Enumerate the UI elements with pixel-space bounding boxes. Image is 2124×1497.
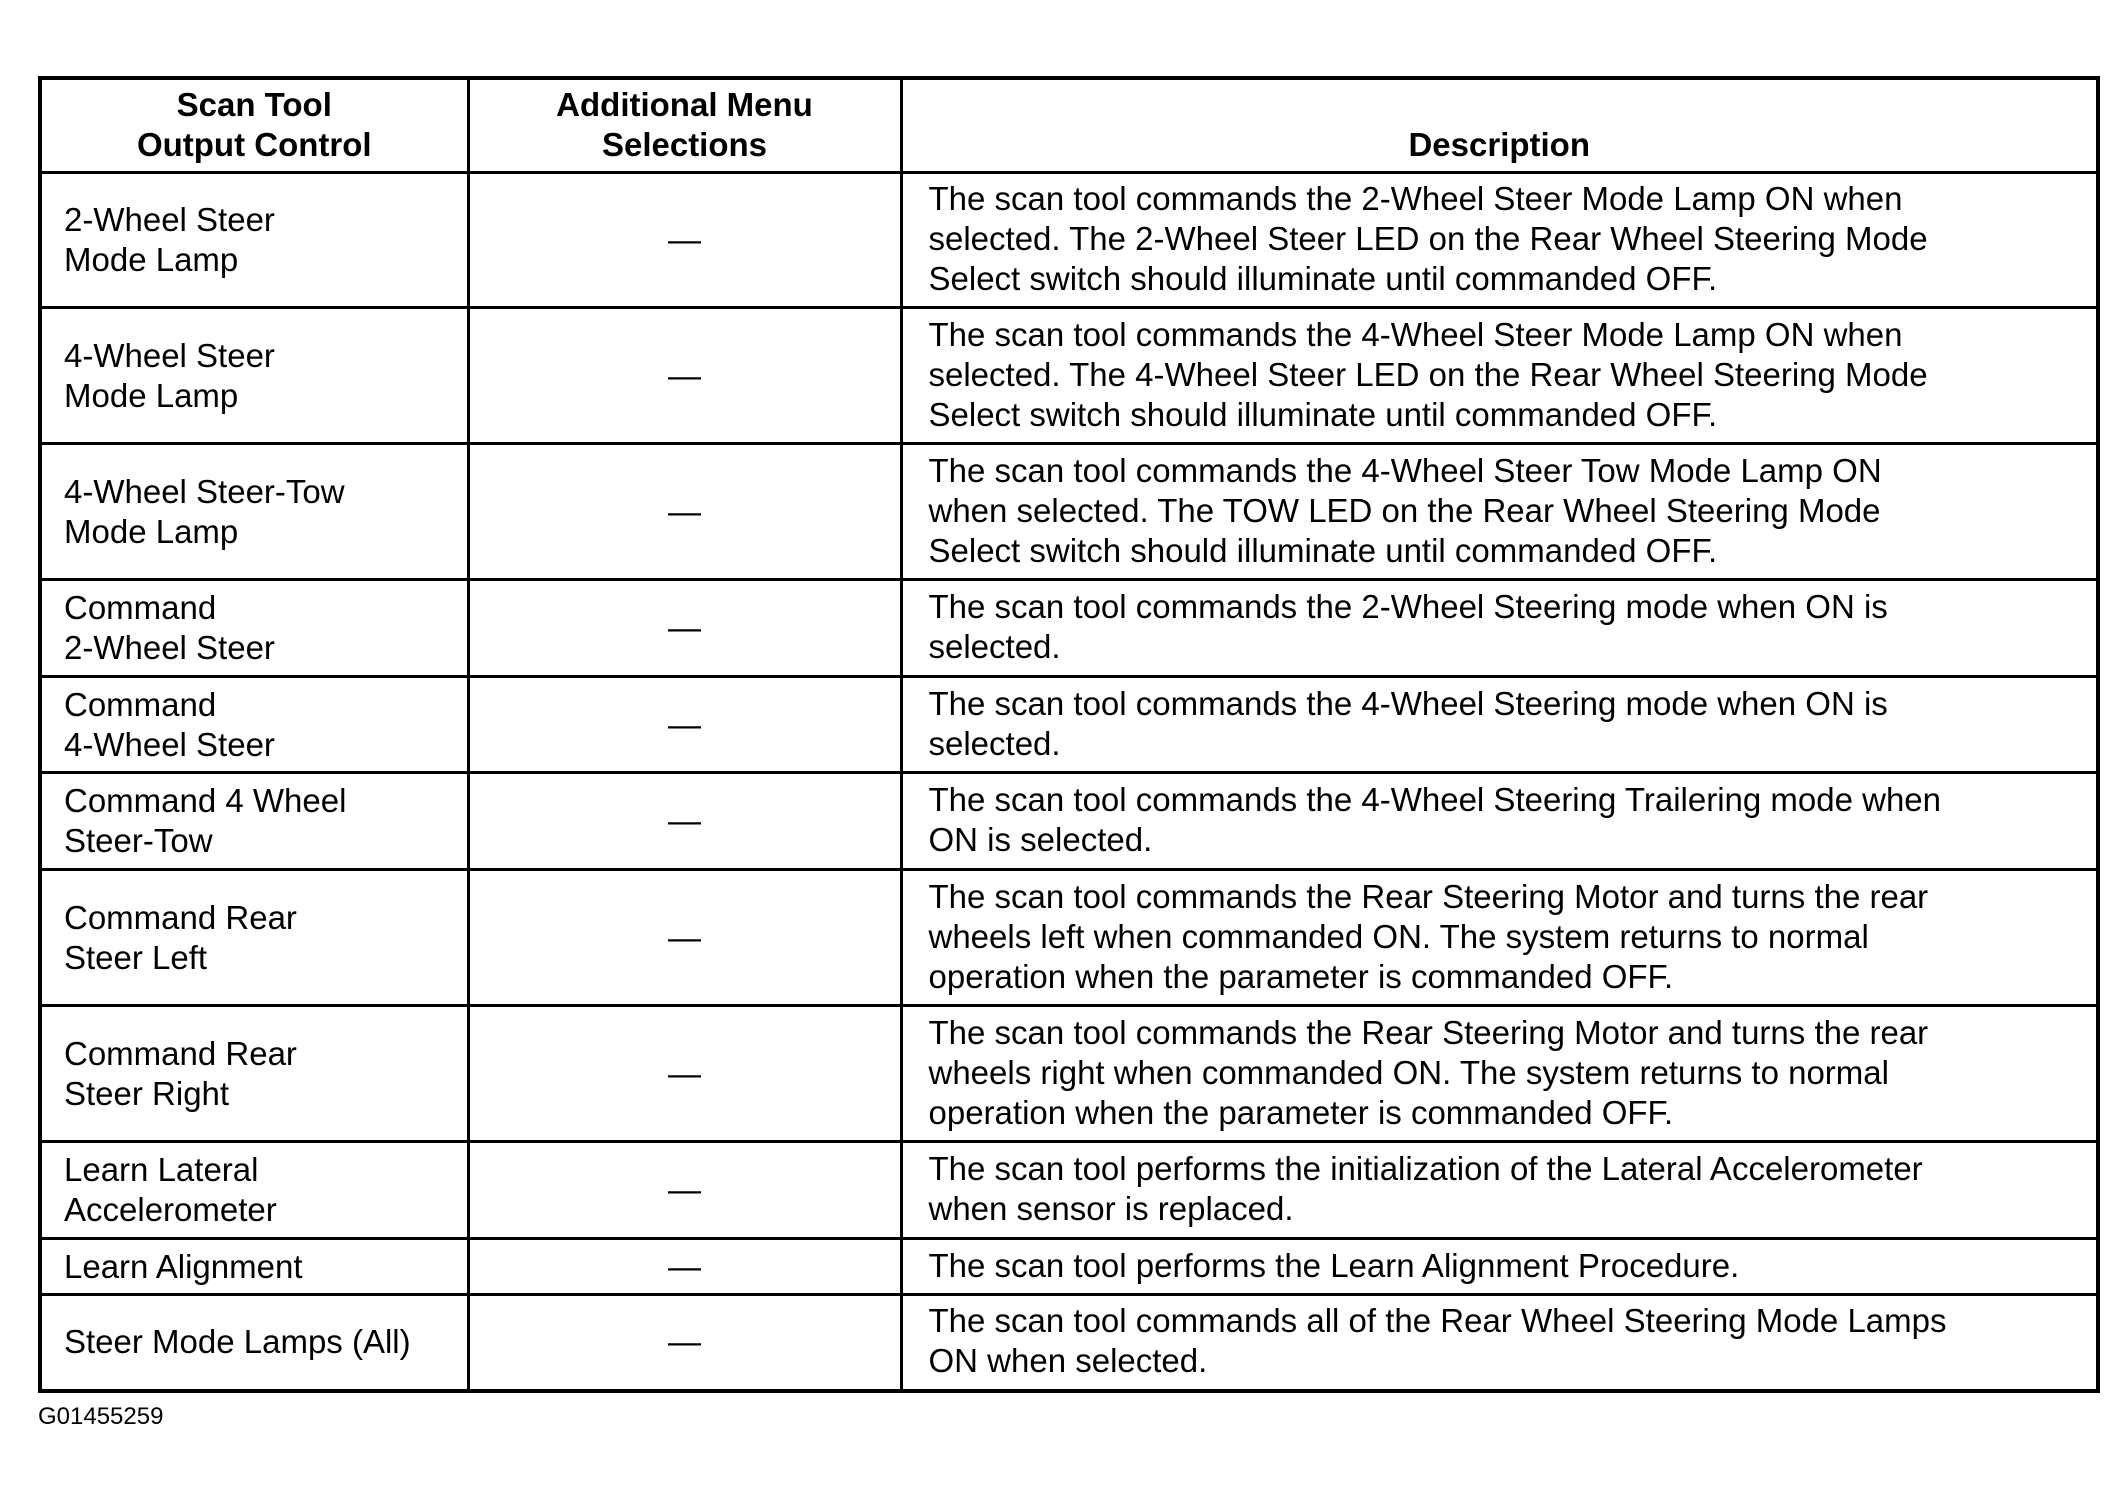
output-control-text: Command Rear <box>64 898 297 936</box>
menu-selection-dash: — <box>668 356 701 394</box>
table-row <box>40 677 2098 773</box>
table-row <box>40 870 2098 1006</box>
header-description <box>901 78 2098 173</box>
description-text: Select switch should illuminate until commanded OFF. <box>928 260 1718 297</box>
output-control-text: Learn Lateral <box>64 1151 259 1188</box>
header-text: Selections <box>601 126 768 163</box>
menu-selection-dash: — <box>668 492 701 530</box>
description-cell <box>901 308 2098 444</box>
menu-selection-dash: — <box>668 1054 701 1092</box>
menu-selection-dash: — <box>668 802 701 839</box>
output-control-cell <box>40 444 468 580</box>
description-text: The scan tool performs the Learn Alignment Procedure. <box>928 1246 1740 1284</box>
output-control-text: Mode Lamp <box>64 241 239 278</box>
output-control-cell <box>40 173 468 308</box>
output-control-text: Steer Mode Lamps (All) <box>64 1323 411 1361</box>
table-row <box>40 1006 2098 1142</box>
menu-selection-dash: — <box>668 221 701 258</box>
menu-selection-dash: — <box>668 705 701 743</box>
description-text: selected. The 4-Wheel Steer LED on the Rear Wheel Steering Mode <box>928 355 1928 393</box>
description-text: The scan tool commands the 4-Wheel Steering Trailering mode when <box>928 781 1942 818</box>
output-control-text: Command <box>64 685 217 723</box>
table-row <box>40 1295 2098 1391</box>
menu-selection-cell <box>468 1295 901 1391</box>
output-control-cell <box>40 1006 468 1142</box>
output-control-cell <box>40 1142 468 1239</box>
description-text: selected. <box>928 628 1061 665</box>
output-control-text: Accelerometer <box>64 1191 277 1228</box>
description-text: selected. <box>928 724 1061 762</box>
output-control-text: Command 4 Wheel <box>64 782 347 819</box>
description-text: when sensor is replaced. <box>928 1190 1294 1227</box>
menu-selection-cell <box>468 1239 901 1295</box>
table-header <box>40 78 2098 173</box>
output-control-text: Mode Lamp <box>64 376 239 414</box>
description-text: ON is selected. <box>928 821 1153 858</box>
table-row <box>40 773 2098 870</box>
output-controls-table <box>38 76 2100 1393</box>
table-row <box>40 1142 2098 1239</box>
output-control-text: 4-Wheel Steer <box>64 725 275 763</box>
description-text: The scan tool commands the 4-Wheel Steer Tow Mode Lamp ON <box>928 451 1882 489</box>
table-row <box>40 1239 2098 1295</box>
description-text: ON when selected. <box>928 1342 1208 1380</box>
table-row <box>40 173 2098 308</box>
menu-selection-dash: — <box>668 1171 701 1208</box>
header-text: Scan Tool <box>176 86 332 123</box>
output-control-text: 2-Wheel Steer <box>64 629 275 666</box>
description-cell <box>901 173 2098 308</box>
header-additional-menu-selections <box>468 78 901 173</box>
output-control-text: 4-Wheel Steer <box>64 336 275 374</box>
menu-selection-cell <box>468 1006 901 1142</box>
description-cell <box>901 1239 2098 1295</box>
output-control-text: Steer Left <box>64 938 208 976</box>
menu-selection-dash: — <box>668 1247 701 1285</box>
description-text: wheels left when commanded ON. The system returns to normal <box>928 917 1869 955</box>
description-text: The scan tool commands the 2-Wheel Steer Mode Lamp ON when <box>928 180 1903 217</box>
table-row <box>40 444 2098 580</box>
description-text: The scan tool commands the 2-Wheel Steering mode when ON is <box>928 588 1888 625</box>
menu-selection-cell <box>468 173 901 308</box>
menu-selection-cell <box>468 870 901 1006</box>
output-control-text: 2-Wheel Steer <box>64 201 275 238</box>
output-control-cell <box>40 773 468 870</box>
description-cell <box>901 444 2098 580</box>
description-cell <box>901 1142 2098 1239</box>
output-control-cell <box>40 870 468 1006</box>
menu-selection-dash: — <box>668 609 701 646</box>
output-control-text: Command Rear <box>64 1034 297 1072</box>
description-text: The scan tool commands the 4-Wheel Steer Mode Lamp ON when <box>928 315 1903 353</box>
description-cell <box>901 773 2098 870</box>
menu-selection-dash: — <box>668 918 701 956</box>
menu-selection-cell <box>468 444 901 580</box>
menu-selection-cell <box>468 677 901 773</box>
output-control-text: Steer-Tow <box>64 822 213 859</box>
description-cell <box>901 677 2098 773</box>
table-body <box>40 173 2098 1391</box>
output-control-text: Command <box>64 589 217 626</box>
description-text: operation when the parameter is commanded OFF. <box>928 1093 1674 1131</box>
menu-selection-dash: — <box>668 1323 701 1361</box>
description-cell <box>901 580 2098 677</box>
header-text: Output Control <box>136 126 372 163</box>
header-scan-tool-output-control <box>40 78 468 173</box>
description-cell <box>901 870 2098 1006</box>
menu-selection-cell <box>468 773 901 870</box>
description-text: The scan tool commands the Rear Steering Motor and turns the rear <box>928 877 1929 915</box>
menu-selection-cell <box>468 308 901 444</box>
menu-selection-cell <box>468 580 901 677</box>
description-text: operation when the parameter is commanded OFF. <box>928 957 1674 995</box>
figure-id: G01455259 <box>38 1403 164 1430</box>
description-text: Select switch should illuminate until commanded OFF. <box>928 395 1718 433</box>
description-text: when selected. The TOW LED on the Rear Wheel Steering Mode <box>928 491 1881 529</box>
description-text: wheels right when commanded ON. The system returns to normal <box>928 1053 1889 1091</box>
menu-selection-cell <box>468 1142 901 1239</box>
output-control-cell <box>40 580 468 677</box>
output-control-text: Learn Alignment <box>64 1247 303 1285</box>
description-text: Select switch should illuminate until commanded OFF. <box>928 531 1718 569</box>
description-text: The scan tool commands the Rear Steering Motor and turns the rear <box>928 1013 1929 1051</box>
output-control-cell <box>40 308 468 444</box>
table-row <box>40 308 2098 444</box>
description-text: selected. The 2-Wheel Steer LED on the Rear Wheel Steering Mode <box>928 220 1928 257</box>
description-text: The scan tool commands the 4-Wheel Steering mode when ON is <box>928 684 1888 722</box>
output-control-text: Mode Lamp <box>64 512 239 550</box>
output-control-cell <box>40 1295 468 1391</box>
description-cell <box>901 1295 2098 1391</box>
description-text: The scan tool commands all of the Rear Wheel Steering Mode Lamps <box>928 1302 1947 1340</box>
description-cell <box>901 1006 2098 1142</box>
header-text: Additional Menu <box>556 86 813 123</box>
output-control-text: Steer Right <box>64 1074 230 1112</box>
header-text: Description <box>1408 126 1591 163</box>
output-control-cell <box>40 1239 468 1295</box>
header-row <box>40 78 2098 173</box>
description-text: The scan tool performs the initialization of the Lateral Accelerometer <box>928 1150 1923 1187</box>
output-control-cell <box>40 677 468 773</box>
table-row <box>40 580 2098 677</box>
output-control-text: 4-Wheel Steer-Tow <box>64 472 345 510</box>
